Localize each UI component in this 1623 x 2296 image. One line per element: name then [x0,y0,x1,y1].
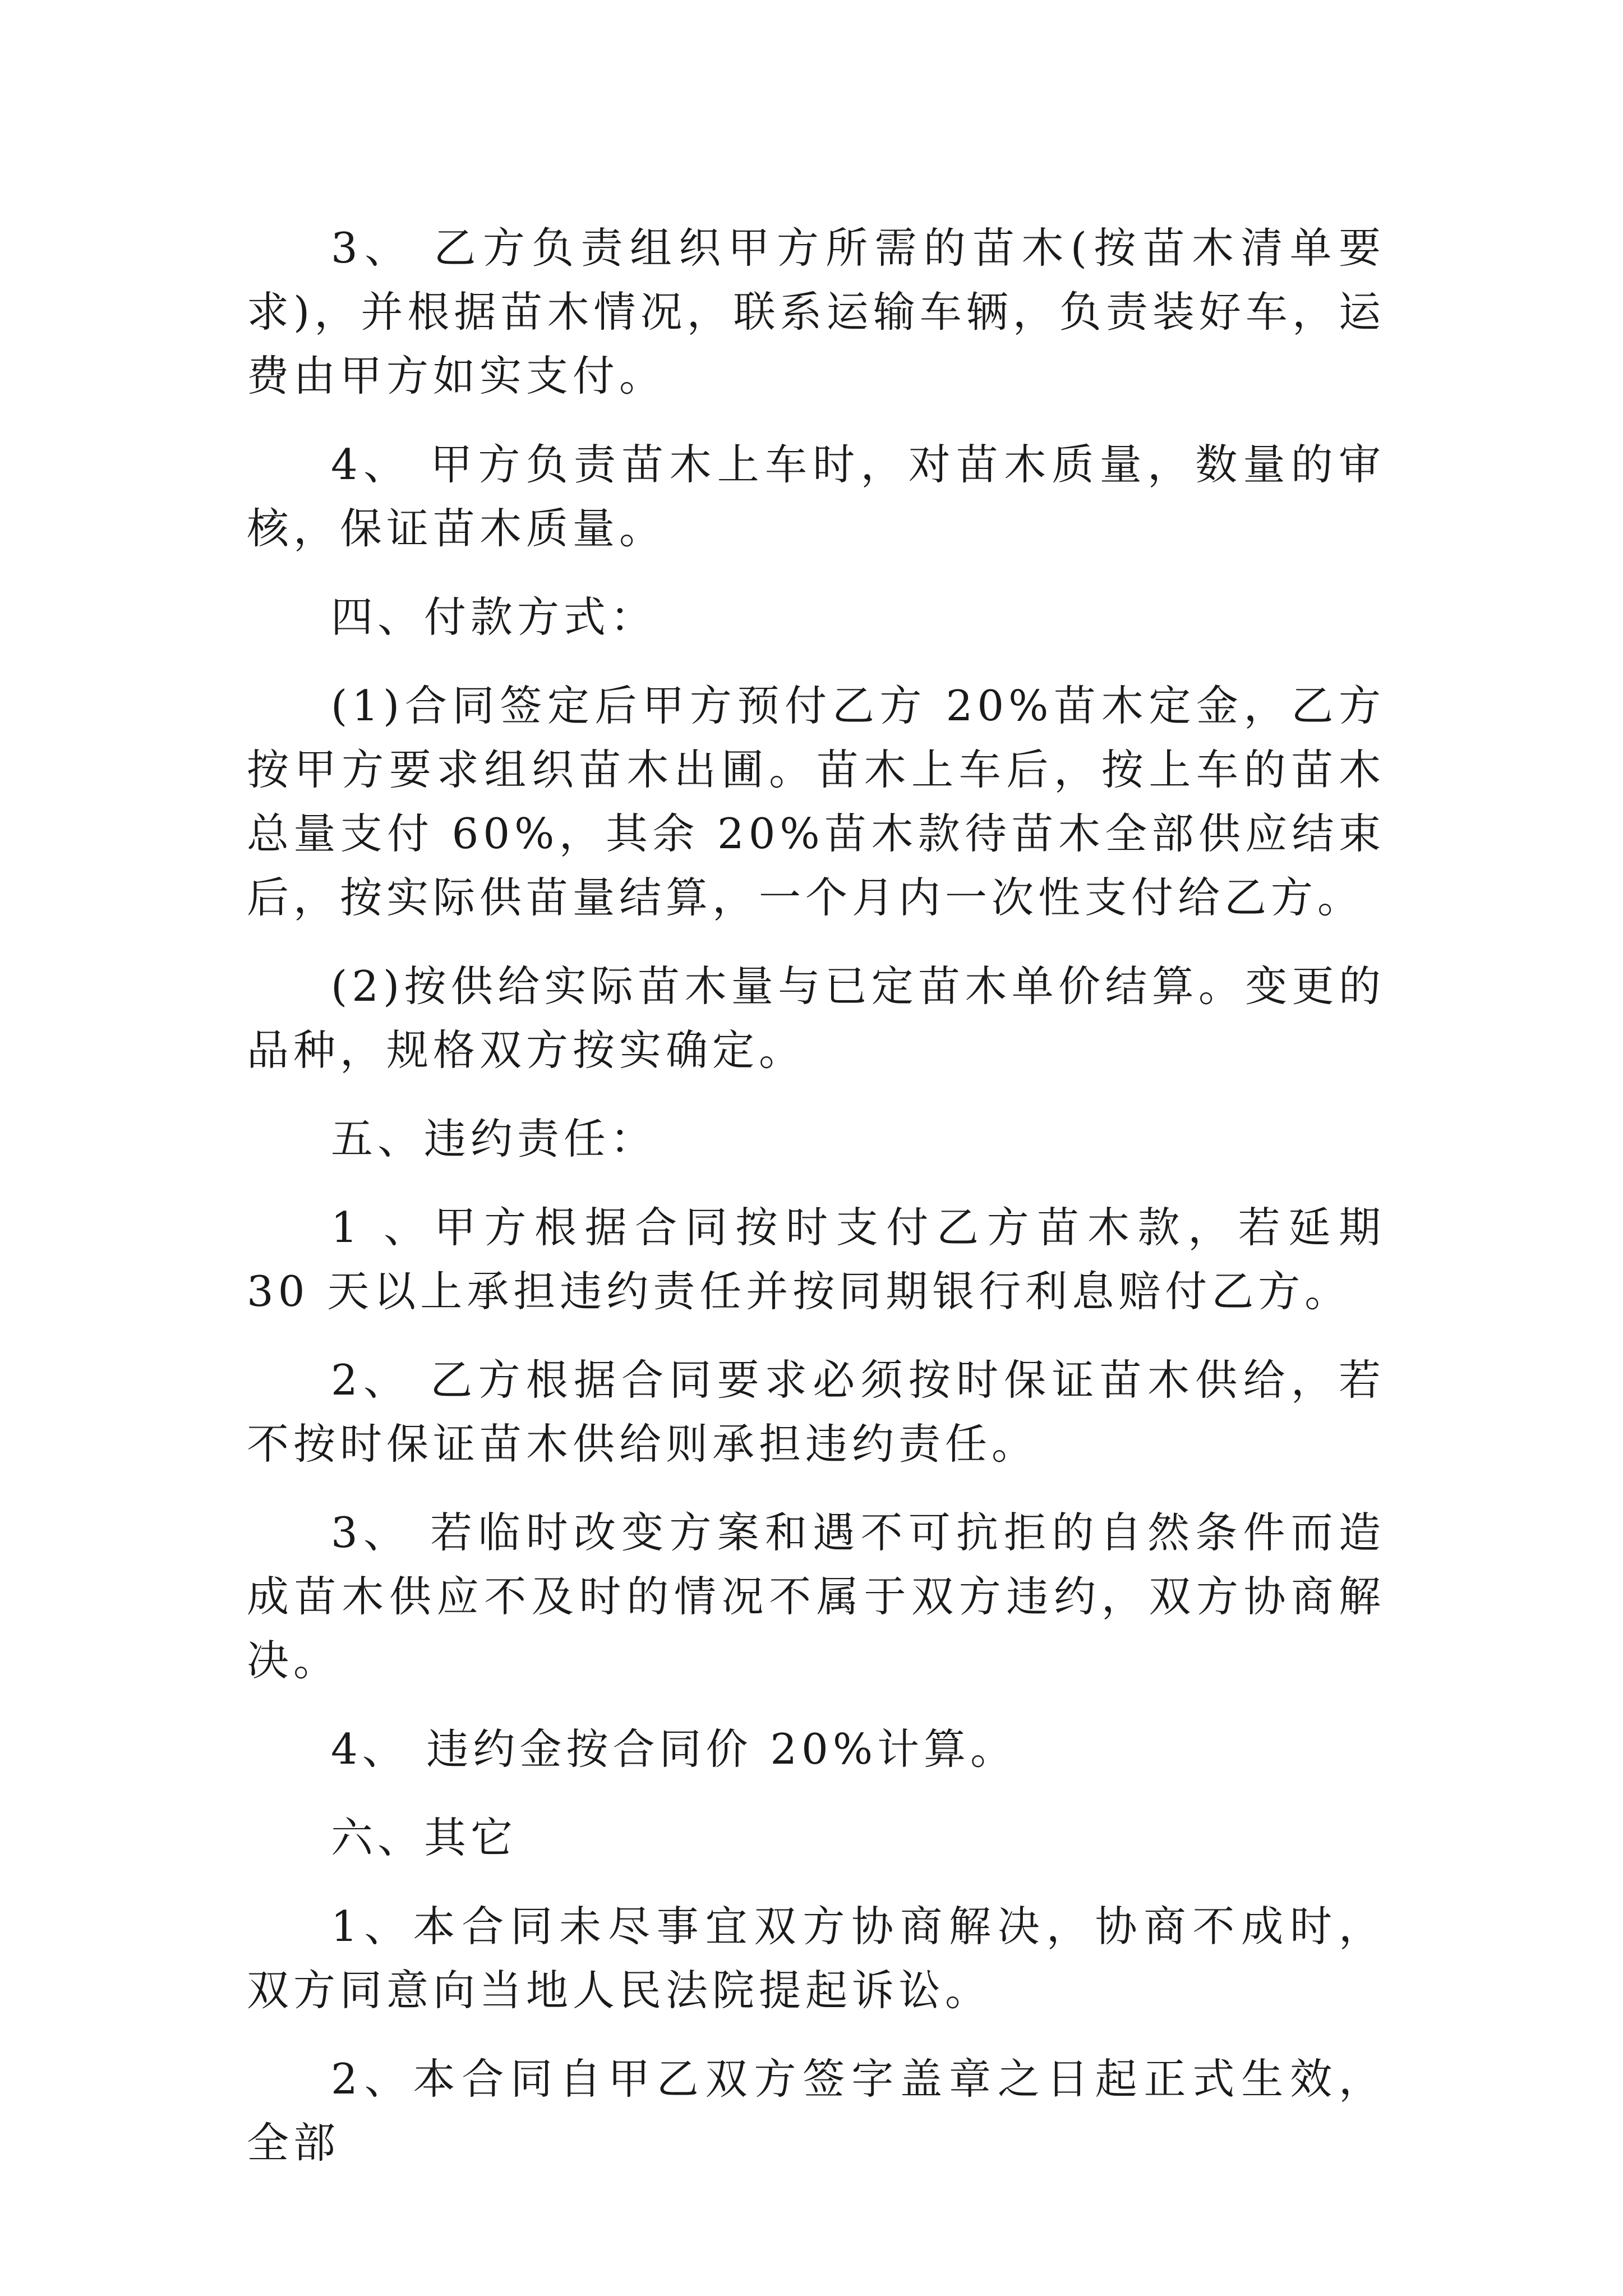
paragraph-breach-party-a: 1 、甲方根据合同按时支付乙方苗木款，若延期 30 天以上承担违约责任并按同期银行利息赔付乙方。 [247,1203,1385,1316]
paragraph-effective-date: 2、本合同自甲乙双方签字盖章之日起正式生效，全部 [247,2054,1385,2168]
document-body [247,216,1385,2200]
paragraph-quality-check: 4、 甲方负责苗木上车时，对苗木质量，数量的审核，保证苗木质量。 [247,440,1385,553]
paragraph-dispute-resolution: 1、本合同未尽事宜双方协商解决，协商不成时，双方同意向当地人民法院提起诉讼。 [247,1902,1385,2015]
paragraph-seedling-organization: 3、 乙方负责组织甲方所需的苗木(按苗木清单要求)，并根据苗木情况，联系运输车辆，负责装好车，运费由甲方如实支付。 [247,223,1385,401]
paragraph-payment-settlement: (2)按供给实际苗木量与已定苗木单价结算。变更的品种，规格双方按实确定。 [247,961,1385,1075]
section-heading-other: 六、其它 [331,1813,518,1862]
paragraph-payment-deposit: (1)合同签定后甲方预付乙方 20%苗木定金，乙方按甲方要求组织苗木出圃。苗木上车后，按上车的苗木总量支付 60%，其余 20%苗木款待苗木全部供应结束后，按实际供苗量结算，一个月内一次性支付给乙方。 [247,681,1385,922]
section-heading-breach: 五、违约责任： [331,1114,657,1163]
paragraph-penalty: 4、 违约金按合同价 20%计算。 [331,1724,1017,1774]
section-heading-payment: 四、付款方式： [331,592,657,642]
paragraph-breach-party-b: 2、 乙方根据合同要求必须按时保证苗木供给，若不按时保证苗木供给则承担违约责任。 [247,1355,1385,1469]
paragraph-force-majeure: 3、 若临时改变方案和遇不可抗拒的自然条件而造成苗木供应不及时的情况不属于双方违约，双方协商解决。 [247,1508,1385,1685]
